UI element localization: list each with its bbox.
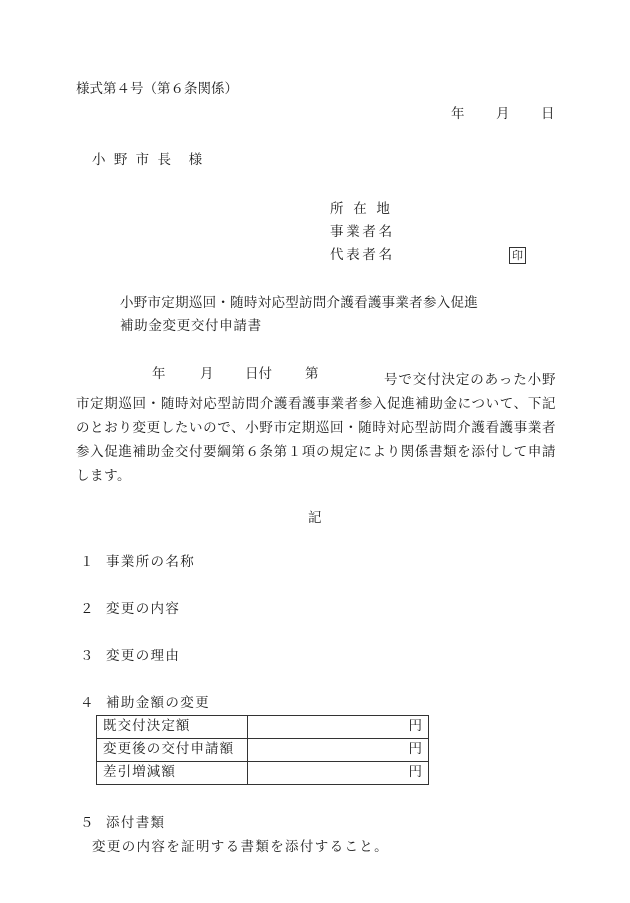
applicant-business-name-label: 事業者名: [330, 224, 395, 240]
seal-mark: 印: [509, 247, 526, 264]
form-number: 様式第４号（第６条関係）: [76, 81, 238, 97]
item1-number: １: [80, 554, 94, 570]
body-date-day: 日付: [245, 366, 272, 382]
date-year-label: 年: [451, 106, 465, 122]
date-day-label: 日: [541, 106, 555, 122]
item4-number: ４: [80, 695, 94, 711]
attachment-note: 変更の内容を証明する書類を添付すること。: [92, 839, 389, 855]
document-title-line2: 補助金変更交付申請書: [120, 318, 262, 334]
applicant-location-label: 所 在 地: [330, 201, 393, 217]
table-cell-amount: 円: [248, 739, 429, 762]
table-cell-amount: 円: [248, 762, 429, 785]
application-paragraph: 号で交付決定のあった小野市定期巡回・随時対応型訪問介護看護事業者参入促進補助金について、下記のとおり変更したいので、小野市定期巡回・随時対応型訪問介護看護事業者参入促進補助金交付要綱第６条第１項の規定により関係書類を添付して申請します。: [76, 372, 556, 484]
item2-label: 変更の内容: [106, 601, 181, 617]
body-number-prefix: 第: [305, 366, 319, 382]
applicant-representative-label: 代表者名: [330, 247, 395, 263]
item4-label: 補助金額の変更: [106, 695, 210, 711]
item3-label: 変更の理由: [106, 648, 181, 664]
document-title-line1: 小野市定期巡回・随時対応型訪問介護看護事業者参入促進: [120, 295, 479, 311]
table-cell-label: 既交付決定額: [97, 716, 248, 739]
item5-number: ５: [80, 815, 94, 831]
table-row: [97, 762, 429, 785]
item5-label: 添付書類: [106, 815, 166, 831]
item2-number: ２: [80, 601, 94, 617]
table-cell-label: 変更後の交付申請額: [97, 739, 248, 762]
addressee: 小 野 市 長 様: [92, 152, 205, 168]
table-cell-amount: 円: [248, 716, 429, 739]
item1-label: 事業所の名称: [106, 554, 196, 570]
date-month-label: 月: [496, 106, 510, 122]
table-row: [97, 739, 429, 762]
ki-heading: 記: [308, 510, 322, 526]
item3-number: ３: [80, 648, 94, 664]
body-date-month: 月: [200, 366, 214, 382]
amount-change-table: [96, 715, 429, 785]
body-date-year: 年: [152, 366, 166, 382]
table-row: [97, 716, 429, 739]
table-cell-label: 差引増減額: [97, 762, 248, 785]
